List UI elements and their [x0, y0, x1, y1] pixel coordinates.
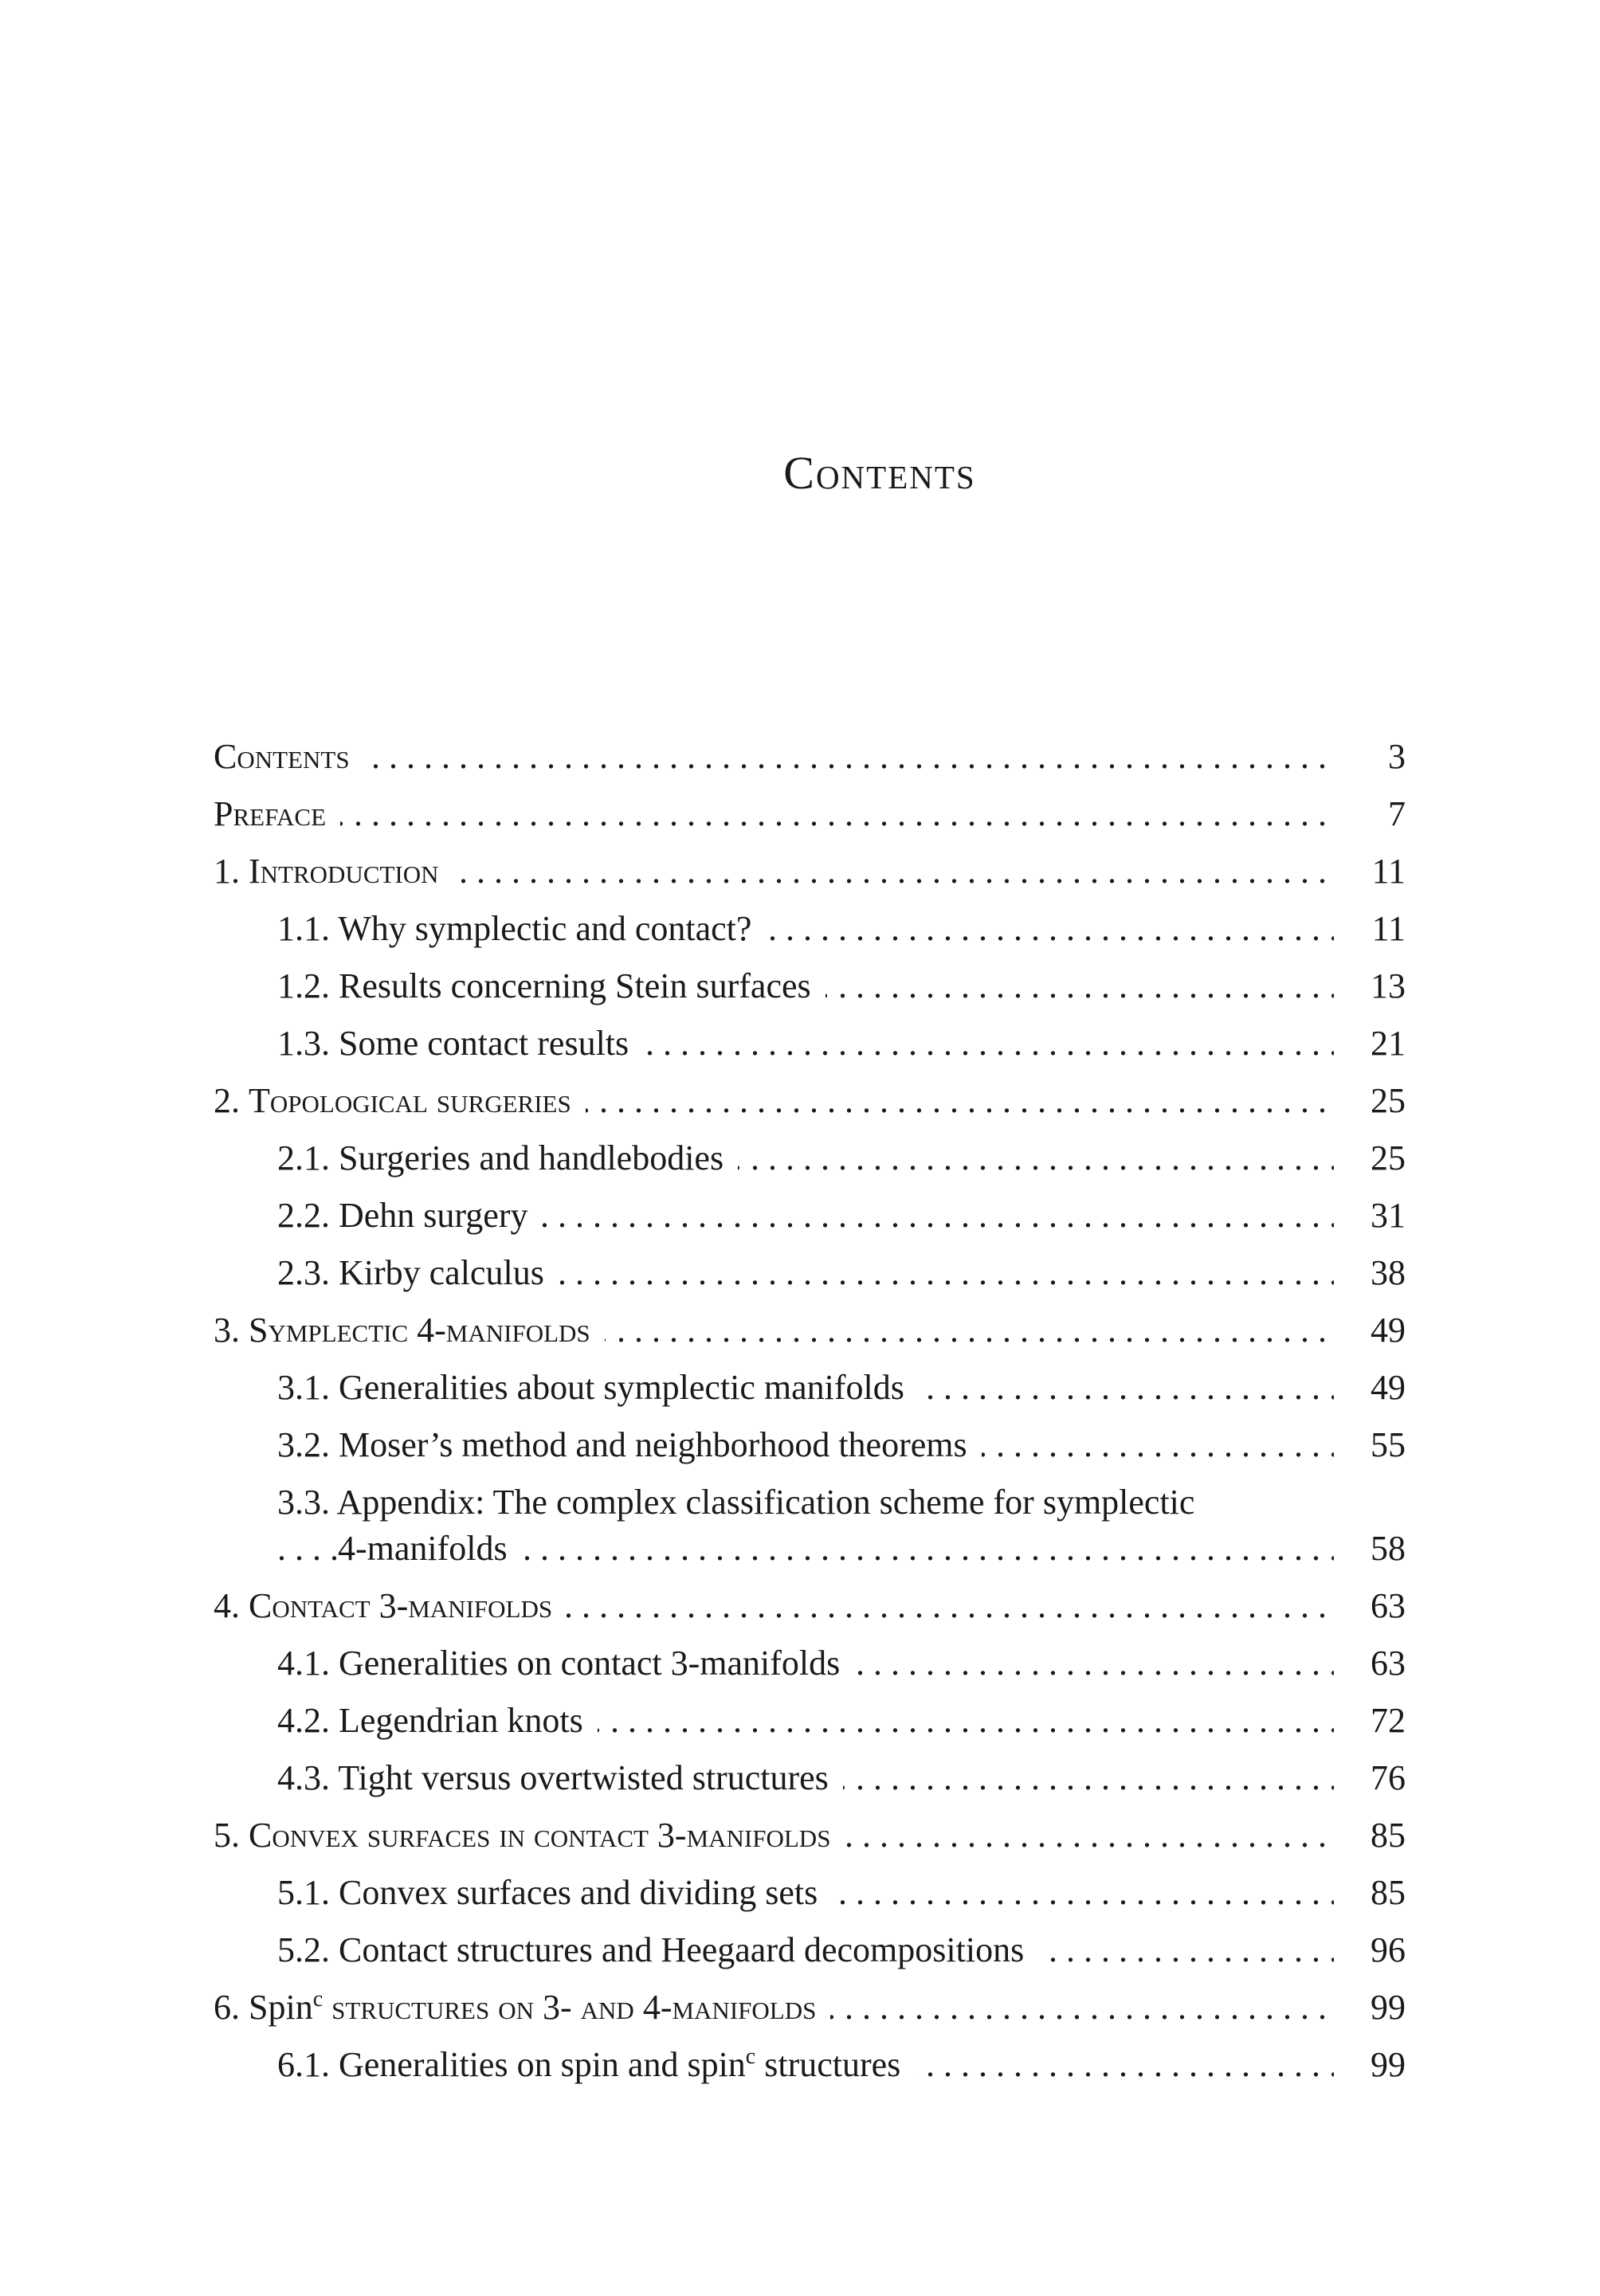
toc-entry-label-post: structures on 3- and 4-manifolds — [323, 1988, 817, 2027]
toc-entry-page: 49 — [1342, 1307, 1406, 1354]
toc-entry-chapter-6[interactable] — [214, 1984, 1406, 2032]
toc-entry-page: 63 — [1342, 1582, 1406, 1630]
toc-entry-section-4-2[interactable] — [277, 1697, 1406, 1745]
page-title: Contents — [783, 447, 976, 499]
toc-entry-chapter-5[interactable] — [214, 1812, 1406, 1859]
toc-entry-section-3-1[interactable] — [277, 1364, 1406, 1412]
toc-entry-label: 5.2. Contact structures and Heegaard decompositions — [277, 1926, 1038, 1974]
toc-entry-page: 96 — [1342, 1926, 1406, 1974]
toc-entry-chapter-4[interactable] — [214, 1582, 1406, 1630]
toc-entry-label-continued: 4-manifolds — [338, 1525, 522, 1573]
toc-entry-page: 25 — [1342, 1134, 1406, 1182]
toc-entry-section-5-1[interactable] — [277, 1869, 1406, 1917]
toc-entry-label: Contents — [214, 733, 364, 781]
toc-entry-page: 11 — [1342, 848, 1406, 895]
toc-entry-label-post: structures — [755, 2045, 901, 2084]
toc-entry-section-6-1[interactable] — [277, 2041, 1406, 2089]
toc-entry-chapter-1[interactable] — [214, 848, 1406, 895]
toc-entry-label-pre: 6.1. Generalities on spin and spin — [277, 2045, 746, 2084]
toc-entry-section-3-3[interactable] — [277, 1479, 1406, 1526]
toc-entry-page: 99 — [1342, 1984, 1406, 2032]
toc-entry-label: 1.1. Why symplectic and contact? — [277, 905, 766, 953]
toc-entry-label: Topological surgeries — [249, 1081, 571, 1120]
toc-entry-label: 4.1. Generalities on contact 3-manifolds — [277, 1640, 854, 1687]
toc-entry-section-3-3-continued[interactable] — [277, 1525, 1406, 1573]
toc-entry-label: 2.1. Surgeries and handlebodies — [277, 1134, 738, 1182]
toc-entry-page: 7 — [1342, 790, 1406, 838]
toc-entry-label: 2.3. Kirby calculus — [277, 1249, 559, 1297]
toc-entry-section-1-3[interactable] — [277, 1020, 1406, 1068]
toc-entry-page: 38 — [1342, 1249, 1406, 1297]
toc-entry-page: 72 — [1342, 1697, 1406, 1745]
toc-entry-label: Introduction — [249, 852, 439, 891]
toc-entry-preface[interactable] — [214, 790, 1406, 838]
toc-entry-page: 13 — [1342, 962, 1406, 1010]
toc-entry-label: 4.3. Tight versus overtwisted structures — [277, 1754, 843, 1802]
toc-entry-number: 5. — [214, 1816, 240, 1855]
toc-entry-section-2-3[interactable] — [277, 1249, 1406, 1297]
toc-entry-label: 2.2. Dehn surgery — [277, 1192, 542, 1240]
toc-entry-label: 4.2. Legendrian knots — [277, 1697, 598, 1745]
toc-entry-page: 31 — [1342, 1192, 1406, 1240]
toc-entry-label-sup: c — [312, 1987, 324, 2012]
toc-entry-page: 3 — [1342, 733, 1406, 781]
toc-entry-page: 76 — [1342, 1754, 1406, 1802]
toc-entry-label: Convex surfaces in contact 3-manifolds — [249, 1816, 831, 1855]
toc-entry-page: 99 — [1342, 2041, 1406, 2089]
toc-entry-section-2-2[interactable] — [277, 1192, 1406, 1240]
toc-entry-label: 1.3. Some contact results — [277, 1020, 643, 1068]
toc-entry-label: 3.1. Generalities about symplectic manifolds — [277, 1364, 919, 1412]
toc-entry-label: 5.1. Convex surfaces and dividing sets — [277, 1869, 832, 1917]
toc-entry-page: 55 — [1342, 1421, 1406, 1469]
toc-entry-label: 3.2. Moser’s method and neighborhood theorems — [277, 1421, 982, 1469]
toc-entry-number: 1. — [214, 852, 240, 891]
toc-entry-chapter-3[interactable] — [214, 1307, 1406, 1354]
toc-entry-label: Contact 3-manifolds — [249, 1586, 553, 1625]
toc-entry-section-4-3[interactable] — [277, 1754, 1406, 1802]
toc-entry-chapter-2[interactable] — [214, 1077, 1406, 1125]
toc-entry-page: 21 — [1342, 1020, 1406, 1068]
toc-entry-number: 3. — [214, 1311, 240, 1350]
toc-entry-number: 4. — [214, 1586, 240, 1625]
toc-entry-label: 3.3. Appendix: The complex classification scheme for symplectic — [277, 1479, 1209, 1526]
toc-entry-number: 6. — [214, 1988, 240, 2027]
toc-entry-number: 2. — [214, 1081, 240, 1120]
toc-entry-page: 11 — [1342, 905, 1406, 953]
toc-entry-label: Symplectic 4-manifolds — [249, 1311, 590, 1350]
toc-entry-section-2-1[interactable] — [277, 1134, 1406, 1182]
toc-entry-page: 58 — [1342, 1525, 1406, 1573]
toc-entry-page: 63 — [1342, 1640, 1406, 1687]
toc-entry-section-1-1[interactable] — [277, 905, 1406, 953]
toc-entry-section-5-2[interactable] — [277, 1926, 1406, 1974]
toc-entry-page: 85 — [1342, 1869, 1406, 1917]
toc-entry-label: 1.2. Results concerning Stein surfaces — [277, 962, 825, 1010]
toc-entry-section-1-2[interactable] — [277, 962, 1406, 1010]
toc-entry-label-pre: Spin — [249, 1988, 313, 2027]
toc-entry-label: Preface — [214, 790, 340, 838]
toc-entry-section-4-1[interactable] — [277, 1640, 1406, 1687]
toc-entry-page: 49 — [1342, 1364, 1406, 1412]
toc-entry-label-sup: c — [745, 2044, 756, 2069]
toc-entry-page: 25 — [1342, 1077, 1406, 1125]
toc-entry-page: 85 — [1342, 1812, 1406, 1859]
toc-entry-contents[interactable] — [214, 733, 1406, 781]
toc-entry-section-3-2[interactable] — [277, 1421, 1406, 1469]
